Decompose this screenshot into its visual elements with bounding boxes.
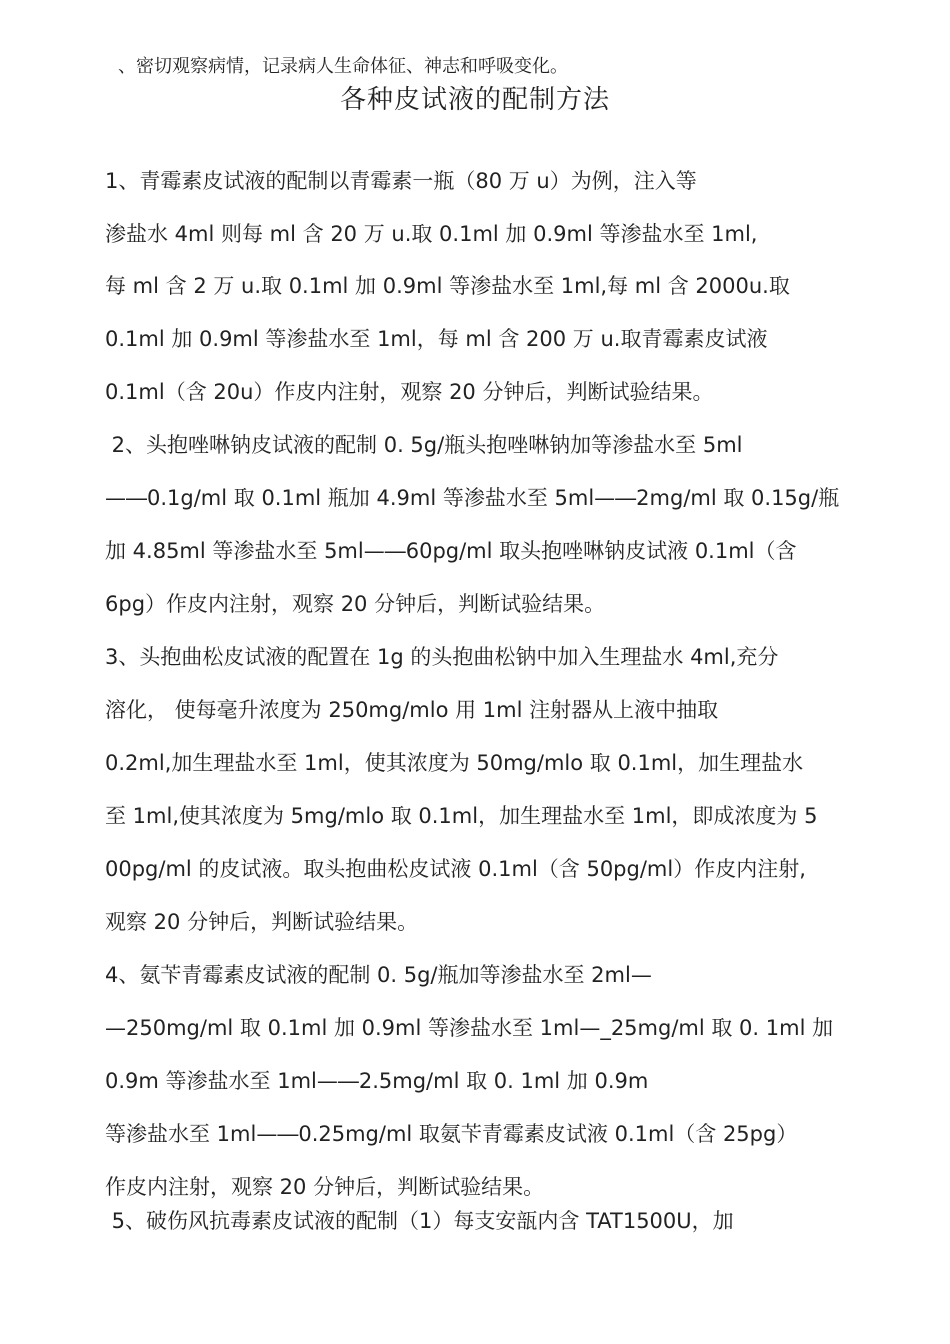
paragraph-line: 溶化， 使每毫升浓度为 250mg/mlo 用 1ml 注射器从上液中抽取 (105, 698, 719, 722)
paragraph-line: 至 1ml,使其浓度为 5mg/mlo 取 0.1ml，加生理盐水至 1ml，即成浓度为 5 (105, 804, 818, 828)
paragraph-line: 0.1ml（含 20u）作皮内注射，观察 20 分钟后，判断试验结果。 (105, 380, 714, 404)
paragraph-line: 观察 20 分钟后，判断试验结果。 (105, 910, 419, 934)
paragraph-line: —―0.1g/ml 取 0.1ml 瓶加 4.9ml 等渗盐水至 5ml—―2mg/ml 取 0.15g/瓶 (105, 486, 840, 510)
paragraph-line: —250mg/ml 取 0.1ml 加 0.9ml 等渗盐水至 1ml—_25mg/ml 取 0. 1ml 加 (105, 1016, 834, 1040)
paragraph-line: 3、头抱曲松皮试液的配置在 1g 的头抱曲松钠中加入生理盐水 4ml,充分 (105, 645, 779, 669)
paragraph-line: 6pg）作皮内注射，观察 20 分钟后，判断试验结果。 (105, 592, 606, 616)
paragraph-line: 4、氨苄青霉素皮试液的配制 0. 5g/瓶加等渗盐水至 2ml— (105, 963, 652, 987)
paragraph-line: 00pg/ml 的皮试液。取头抱曲松皮试液 0.1ml（含 50pg/ml）作皮内注射, (105, 857, 806, 881)
paragraph-line: 5、破伤风抗毒素皮试液的配制（1）每支安瓿内含 TAT1500U，加 (105, 1209, 734, 1233)
top-note: 、密切观察病情，记录病人生命体征、神志和呼吸变化。 (118, 56, 568, 77)
paragraph-line: 0.2ml,加生理盐水至 1ml，使其浓度为 50mg/mlo 取 0.1ml，加生理盐水 (105, 751, 804, 775)
paragraph-line: 作皮内注射，观察 20 分钟后，判断试验结果。 (105, 1175, 545, 1199)
paragraph-line: 加 4.85ml 等渗盐水至 5ml—―60pg/ml 取头抱唑啉钠皮试液 0.1ml（含 (105, 539, 797, 563)
paragraph-line: 渗盐水 4ml 则每 ml 含 20 万 u.取 0.1ml 加 0.9ml 等渗盐水至 1ml, (105, 222, 758, 246)
paragraph-line: 0.9m 等渗盐水至 1ml—―2.5mg/ml 取 0. 1ml 加 0.9m (105, 1069, 649, 1093)
paragraph-line: 0.1ml 加 0.9ml 等渗盐水至 1ml，每 ml 含 200 万 u.取青霉素皮试液 (105, 327, 768, 351)
paragraph-line: 1、青霉素皮试液的配制以青霉素一瓶（80 万 u）为例，注入等 (105, 169, 697, 193)
paragraph-line: 等渗盐水至 1ml—―0.25mg/ml 取氨苄青霉素皮试液 0.1ml（含 25pg） (105, 1122, 798, 1146)
paragraph-line: 2、头抱唑啉钠皮试液的配制 0. 5g/瓶头抱唑啉钠加等渗盐水至 5ml (105, 433, 743, 457)
document-title: 各种皮试液的配制方法 (339, 85, 610, 115)
paragraph-line: 每 ml 含 2 万 u.取 0.1ml 加 0.9ml 等渗盐水至 1ml,每 ml 含 2000u.取 (105, 274, 790, 298)
